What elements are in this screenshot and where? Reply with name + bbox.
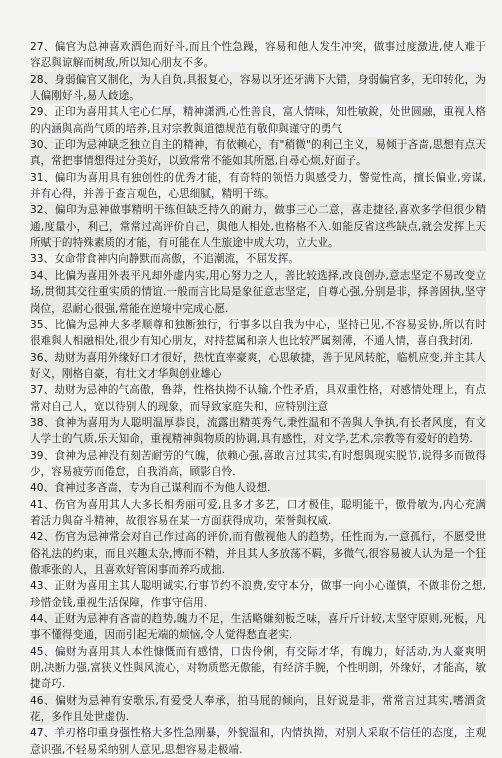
entry-29: 29、正印为喜用其人宅心仁厚，精神潇洒,心性善良，富人情味，知性敏銳，处世圆融，重视人格的内涵與高尚气质的培养,且对宗教與道德规范有敬仰與谨守的勇气 <box>30 106 486 135</box>
entry-28: 28、身弱偏官又制化，为人自负,具报复心，容易以牙还牙满下大错，身弱偏官多，无印转化，为人偏刚好斗,易人歧途。 <box>30 72 486 105</box>
entry-38: 38、食神为喜用为人聪明温厚恭良，流露出精英秀气,秉性温和不善與人争执,有长者风度，有文人学士的气质,乐天知命，重视精神與物质的协调,具有感性，对文学,艺术,宗教等有爱好的趋势. <box>30 415 486 448</box>
entry-36: 36、劫财为喜用外缘好口才很好，热忱直率豪爽，心思敏捷，善于见风转舵，临机应变,并主其人好义，刚格自豪，有壮文才华與创业雄心 <box>30 350 486 383</box>
entry-43: 43、正财为喜用主其人聪明诚实,行事节约不浪费,安守本分，做事一向小心谨慎，不做非份之想,珍惜金钱,重视生活保障，作事守信用. <box>30 580 486 609</box>
entry-39: 39、食神为忌神没有刻苦耐劳的气魄，依赖心强,喜敢言过其实,有时想與现实脱节,说得多而做得少，容易疲劳而倦怠，自我消高，顾影自怜. <box>30 449 486 478</box>
entry-34: 34、比偏为喜用外表平凡却外虚内实,用心努力之人，善比较选择,改良创办,意志坚定不易改变立场,贯彻其交往重实质的情谊.一般而言比局是象征意志坚定，自尊心强,分别是非，择善固执,坚守岗位，忍耐心很强,常能在逆境中完成心愿. <box>30 268 486 317</box>
entry-30: 30、正印为忌神缺乏独立自主的精神，有依赖心，有"稍微"的利己主义，易倾于吝啬,思想有点天真，常把事情想得过分美好，以致常常不能如其所愿,自尋心烦,好面子。 <box>30 137 486 170</box>
entry-45: 45、偏财为喜用其人本性慷慨而有感情，口齿伶俐，有交际才华，有魄力，好活动,为人豪爽明朗,决断力强,富狭义性與风流心，对物质慾无傲能，有经济手腕，个性明朗，外缘好，才能高，敏捷奇巧. <box>30 645 486 691</box>
entry-40: 40、食神过多吝啬，专为自己谋利而不为他人设想. <box>30 480 486 496</box>
entry-42: 42、伤官为忌神常会对自己作过高的评价,而有傲视他人的趋势，任性而为,一意孤行，不愿受世俗礼法的约束，而且兴趣太杂,博而不精，并且其人多放荡不羁，多微气,很容易被人认为是一个狂傲乖张的人，且喜欢好管闲事而养巧成拙. <box>30 529 486 578</box>
entry-31: 31、偏印为喜用具有独创性的优秀才能，有奇特的领悟力與感受力，警觉性高，擅长偏业,旁谋,并有心得，并善于查言观色，心思细腻，精明干练。 <box>30 171 486 201</box>
entry-35: 35、比偏为忌神大多孝顺尊和独断独行，行事多以自我为中心，坚持已见,不容易妥协,所以有时很难與人相融相处,很少有知心朋友，对持惹属和亲人也比较严属刻薄，不通人情，喜自我封闭. <box>30 318 486 348</box>
entry-47: 47、羊刃格印重身强性格大多性急刚暴，外貌温和，内情执拗，对别人采取不信任的态度，主观意识强,不轻易采纳别人意见,思想容易走极端. <box>30 727 486 756</box>
entry-37: 37、劫财为忌神的气高傲，鲁莽，性格执拗不认输,个性矛盾，具双重性格，对感情处理上，有点常对自己人，宽以待别人的现象，而导致家庭失和，应特别注意 <box>30 384 486 413</box>
entry-27: 27、偏官为总神喜欢酒色而好斗,而且个性急躁，容易和他人发生冲突，做事过度激进,使人难于容忍與谅解而树敌,所以知心朋友不多。 <box>30 41 486 70</box>
entry-44: 44、正财为忌神有吝啬的趋势,魄力不足，生活略嫌刻板乏味，喜斤斤计较,太坚守原则,死板，凡事不懂得变通，因而引起无端的烦恼,令人觉得愁直老实. <box>30 611 486 644</box>
entry-32: 32、偏印为忌神做事精明干练但缺乏持久的耐力，做事三心二意，喜走捷径,喜欢多学但很少精通,度量小，利己，常常过高评价自己，與他人相处,也格格不入.如能反省这些缺点,就会发挥上天所赋于的特殊素质的才能，有可能在人生旅途中成大功，立大业。 <box>30 202 486 251</box>
entry-33: 33、女命带食神内向静默而高傲，不追潮流，不屈发挥。 <box>30 253 300 266</box>
entry-46: 46、偏财为忌神有安歌乐,有爱受人奉承，拍马屁的倾向，且好说是非，常常言过其实,嗜酒贪花，多作且处世虚伪. <box>30 693 486 726</box>
entry-41: 41、伤官为喜用其人大多长相秀丽可爱,且多才多艺，口才极佳，聪明能干，傲骨敏为,内心充满着活力與奋斗精神，故很容易在某一方面获得成功，荣誉與权威. <box>30 498 486 527</box>
